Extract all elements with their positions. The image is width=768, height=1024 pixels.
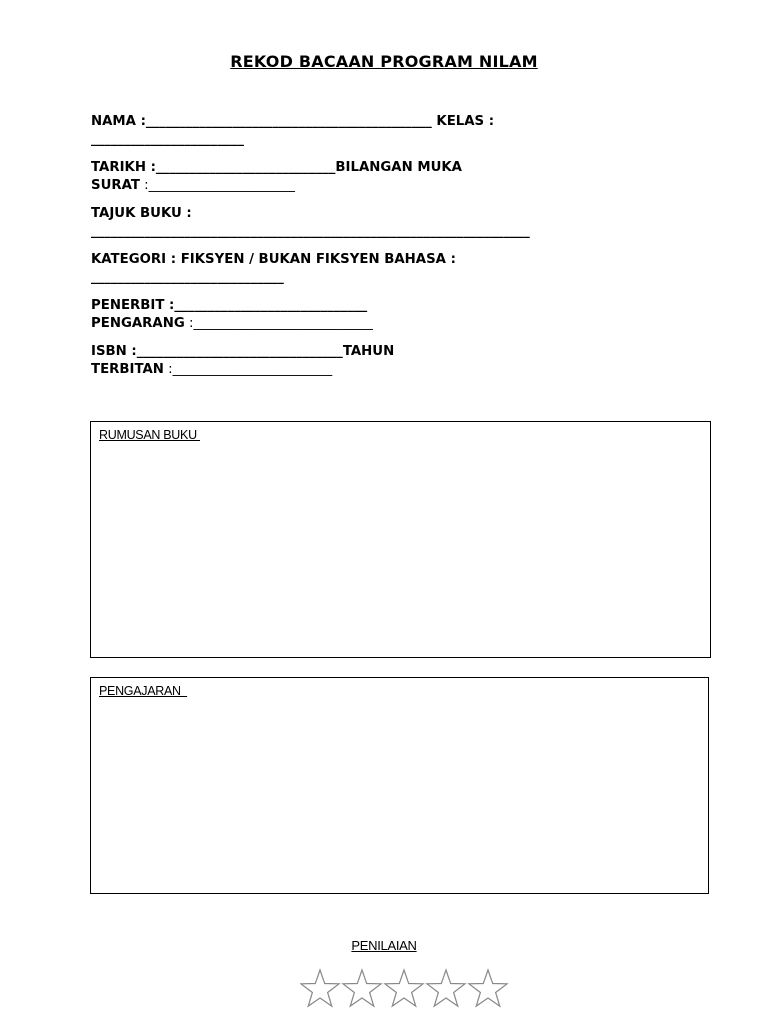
isbn-tahun-field[interactable]: ISBN :_______________________________TAHUN [91,344,395,359]
kelas-field-continuation[interactable]: _______________________ [91,132,244,147]
penerbit-field[interactable]: PENERBIT :_____________________________ [91,298,368,313]
star-icon[interactable] [385,970,423,1006]
surat-field[interactable] [91,177,295,194]
pengajaran-box[interactable] [90,677,709,894]
terbitan-blank[interactable]: :________________________ [163,362,333,377]
surat-label: SURAT [91,178,140,193]
bahasa-field-continuation[interactable]: _____________________________ [91,270,284,285]
document-title: REKOD BACAAN PROGRAM NILAM [230,52,538,71]
terbitan-field[interactable] [91,361,332,378]
star-icon[interactable] [301,970,339,1006]
pengarang-field[interactable] [91,315,373,332]
kategori-bahasa-field[interactable]: KATEGORI : FIKSYEN / BUKAN FIKSYEN BAHASA : [91,252,456,267]
star-rating[interactable] [300,968,510,1010]
tarikh-bilangan-field[interactable]: TARIKH :___________________________BILANGAN MUKA [91,160,462,175]
tajuk-buku-field[interactable]: __________________________________________________________________ [91,224,530,239]
star-icon[interactable] [343,970,381,1006]
pengajaran-label: PENGAJARAN [99,684,188,698]
rumusan-buku-label: RUMUSAN BUKU [99,428,200,442]
nama-kelas-field[interactable]: NAMA :___________________________________________ KELAS : [91,114,495,129]
terbitan-label: TERBITAN [91,362,164,377]
pengarang-blank[interactable]: :___________________________ [184,316,373,331]
star-icon[interactable] [469,970,507,1006]
surat-blank[interactable]: :______________________ [139,178,295,193]
rumusan-buku-box[interactable] [90,421,711,658]
penilaian-label: PENILAIAN [351,938,417,953]
pengarang-label: PENGARANG [91,316,185,331]
star-icon[interactable] [427,970,465,1006]
tajuk-buku-label: TAJUK BUKU : [91,206,192,221]
